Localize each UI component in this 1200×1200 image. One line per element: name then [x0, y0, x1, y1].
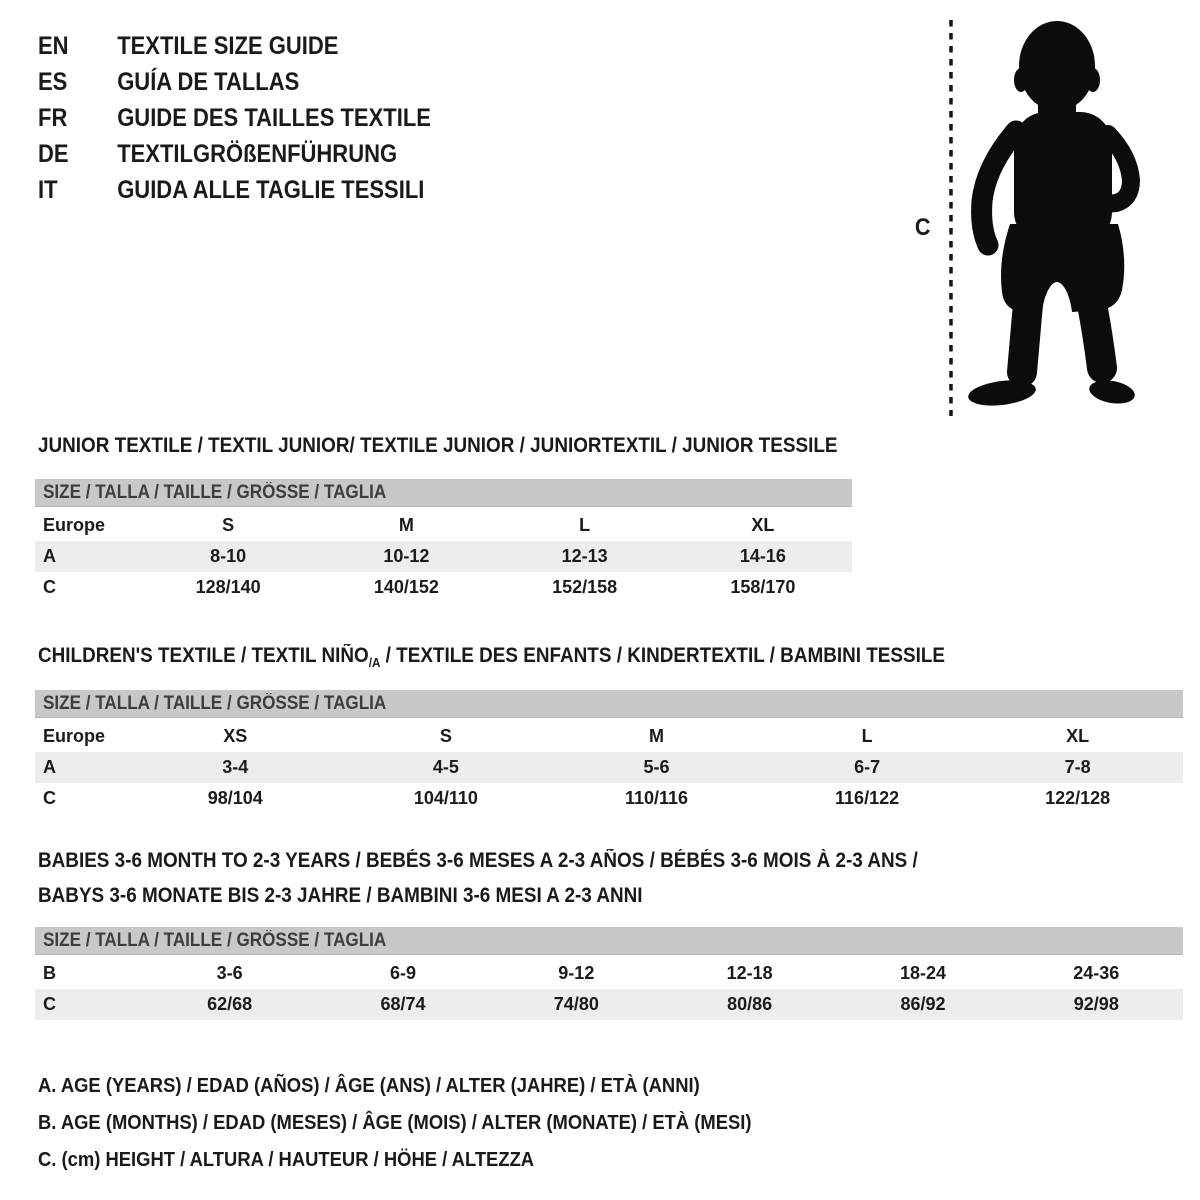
legend-line-a: A. AGE (YEARS) / EDAD (AÑOS) / ÂGE (ANS) / ALTER (JAHRE) / ETÀ (ANNI) [38, 1075, 700, 1097]
table-cell: L [861, 726, 873, 746]
language-code: IT [38, 176, 58, 204]
table-cell: 12-18 [726, 963, 773, 983]
language-row-it [38, 172, 431, 208]
table-cell: 86/92 [900, 994, 946, 1014]
junior-size-table [35, 479, 852, 603]
toddler-silhouette-icon [944, 16, 1144, 420]
legend-line-b: B. AGE (MONTHS) / EDAD (MESES) / ÂGE (MOIS) / ALTER (MONATE) / ETÀ (MESI) [38, 1112, 752, 1134]
table-cell: 80/86 [727, 994, 773, 1014]
row-label: C [43, 994, 56, 1014]
language-row-en [38, 28, 431, 64]
table-cell: 5-6 [643, 757, 670, 777]
table-cell: M [398, 515, 414, 535]
row-label: C [43, 577, 56, 597]
language-code: FR [38, 104, 68, 132]
language-title: GUÍA DE TALLAS [117, 68, 300, 96]
size-table-header [35, 927, 1183, 955]
children-title-rest: / TEXTILE DES ENFANTS / KINDERTEXTIL / BAMBINI TESSILE [380, 644, 946, 667]
table-cell: 8-10 [210, 546, 247, 566]
table-row-europe [35, 721, 1183, 752]
table-cell: 7-8 [1064, 757, 1091, 777]
table-cell: 68/74 [380, 994, 426, 1014]
table-row-c [35, 989, 1183, 1020]
table-cell: 62/68 [207, 994, 253, 1014]
height-marker-label: C [914, 214, 931, 241]
language-row-fr [38, 100, 431, 136]
table-cell: 140/152 [373, 577, 439, 597]
row-label: B [43, 963, 56, 983]
junior-section-title: JUNIOR TEXTILE / TEXTIL JUNIOR/ TEXTILE JUNIOR / JUNIORTEXTIL / JUNIOR TESSILE [38, 434, 838, 457]
table-cell: 6-9 [389, 963, 416, 983]
table-cell: 152/158 [552, 577, 618, 597]
language-row-de [38, 136, 431, 172]
table-cell: 3-6 [216, 963, 243, 983]
table-cell: 9-12 [558, 963, 595, 983]
table-cell: 10-12 [383, 546, 430, 566]
language-row-es [38, 64, 431, 100]
table-cell: XL [1066, 726, 1090, 746]
table-cell: 12-13 [561, 546, 608, 566]
table-row-europe [35, 510, 852, 541]
size-table-header [35, 479, 852, 507]
babies-size-table [35, 927, 1183, 1020]
row-label: C [43, 788, 56, 808]
table-cell: 104/110 [413, 788, 478, 808]
language-title: GUIDA ALLE TAGLIE TESSILI [117, 176, 425, 204]
table-row-b [35, 958, 1183, 989]
size-table-header-label: SIZE / TALLA / TAILLE / GRÖSSE / TAGLIA [43, 930, 387, 951]
table-cell: 122/128 [1045, 788, 1111, 808]
table-row-a [35, 541, 852, 572]
table-cell: 4-5 [432, 757, 459, 777]
size-table-header-label: SIZE / TALLA / TAILLE / GRÖSSE / TAGLIA [43, 482, 387, 503]
table-cell: 6-7 [854, 757, 881, 777]
language-code: EN [38, 32, 69, 60]
measurement-legend [38, 1068, 814, 1179]
table-cell: XS [223, 726, 248, 746]
table-cell: S [439, 726, 452, 746]
row-label: A [43, 757, 56, 777]
row-label: A [43, 546, 56, 566]
babies-section-title [38, 843, 918, 913]
language-title-list [38, 28, 485, 208]
babies-title-line1: BABIES 3-6 MONTH TO 2-3 YEARS / BEBÉS 3-6 MESES A 2-3 AÑOS / BÉBÉS 3-6 MOIS À 2-3 ANS / [38, 849, 918, 872]
size-table-header [35, 690, 1183, 718]
table-row-c [35, 572, 852, 603]
row-label: Europe [43, 726, 106, 746]
table-row-c [35, 783, 1183, 814]
table-cell: M [648, 726, 664, 746]
table-cell: XL [751, 515, 775, 535]
row-label: Europe [43, 515, 106, 535]
language-title: TEXTILE SIZE GUIDE [117, 32, 339, 60]
language-title: GUIDE DES TAILLES TEXTILE [117, 104, 431, 132]
size-table-header-label: SIZE / TALLA / TAILLE / GRÖSSE / TAGLIA [43, 693, 387, 714]
children-title-sub: /A [368, 655, 381, 670]
table-cell: S [222, 515, 235, 535]
table-cell: 3-4 [222, 757, 249, 777]
table-cell: 24-36 [1073, 963, 1120, 983]
table-cell: 14-16 [739, 546, 786, 566]
table-cell: 74/80 [553, 994, 599, 1014]
table-cell: 92/98 [1073, 994, 1119, 1014]
legend-line-c: C. (cm) HEIGHT / ALTURA / HAUTEUR / HÖHE / ALTEZZA [38, 1149, 535, 1171]
children-size-table [35, 690, 1183, 814]
language-title: TEXTILGRÖßENFÜHRUNG [117, 140, 398, 168]
table-cell: 18-24 [899, 963, 946, 983]
table-cell: 98/104 [207, 788, 263, 808]
table-cell: 158/170 [730, 577, 796, 597]
table-row-a [35, 752, 1183, 783]
table-cell: 128/140 [195, 577, 261, 597]
children-title-main: CHILDREN'S TEXTILE / TEXTIL NIÑO [38, 644, 369, 667]
table-cell: 110/116 [624, 788, 689, 808]
babies-title-line2: BABYS 3-6 MONATE BIS 2-3 JAHRE / BAMBINI 3-6 MESI A 2-3 ANNI [38, 884, 643, 907]
toddler-body [967, 21, 1137, 409]
language-code: ES [38, 68, 68, 96]
children-section-title [38, 644, 945, 675]
language-code: DE [38, 140, 69, 168]
table-cell: 116/122 [835, 788, 900, 808]
table-cell: L [579, 515, 591, 535]
